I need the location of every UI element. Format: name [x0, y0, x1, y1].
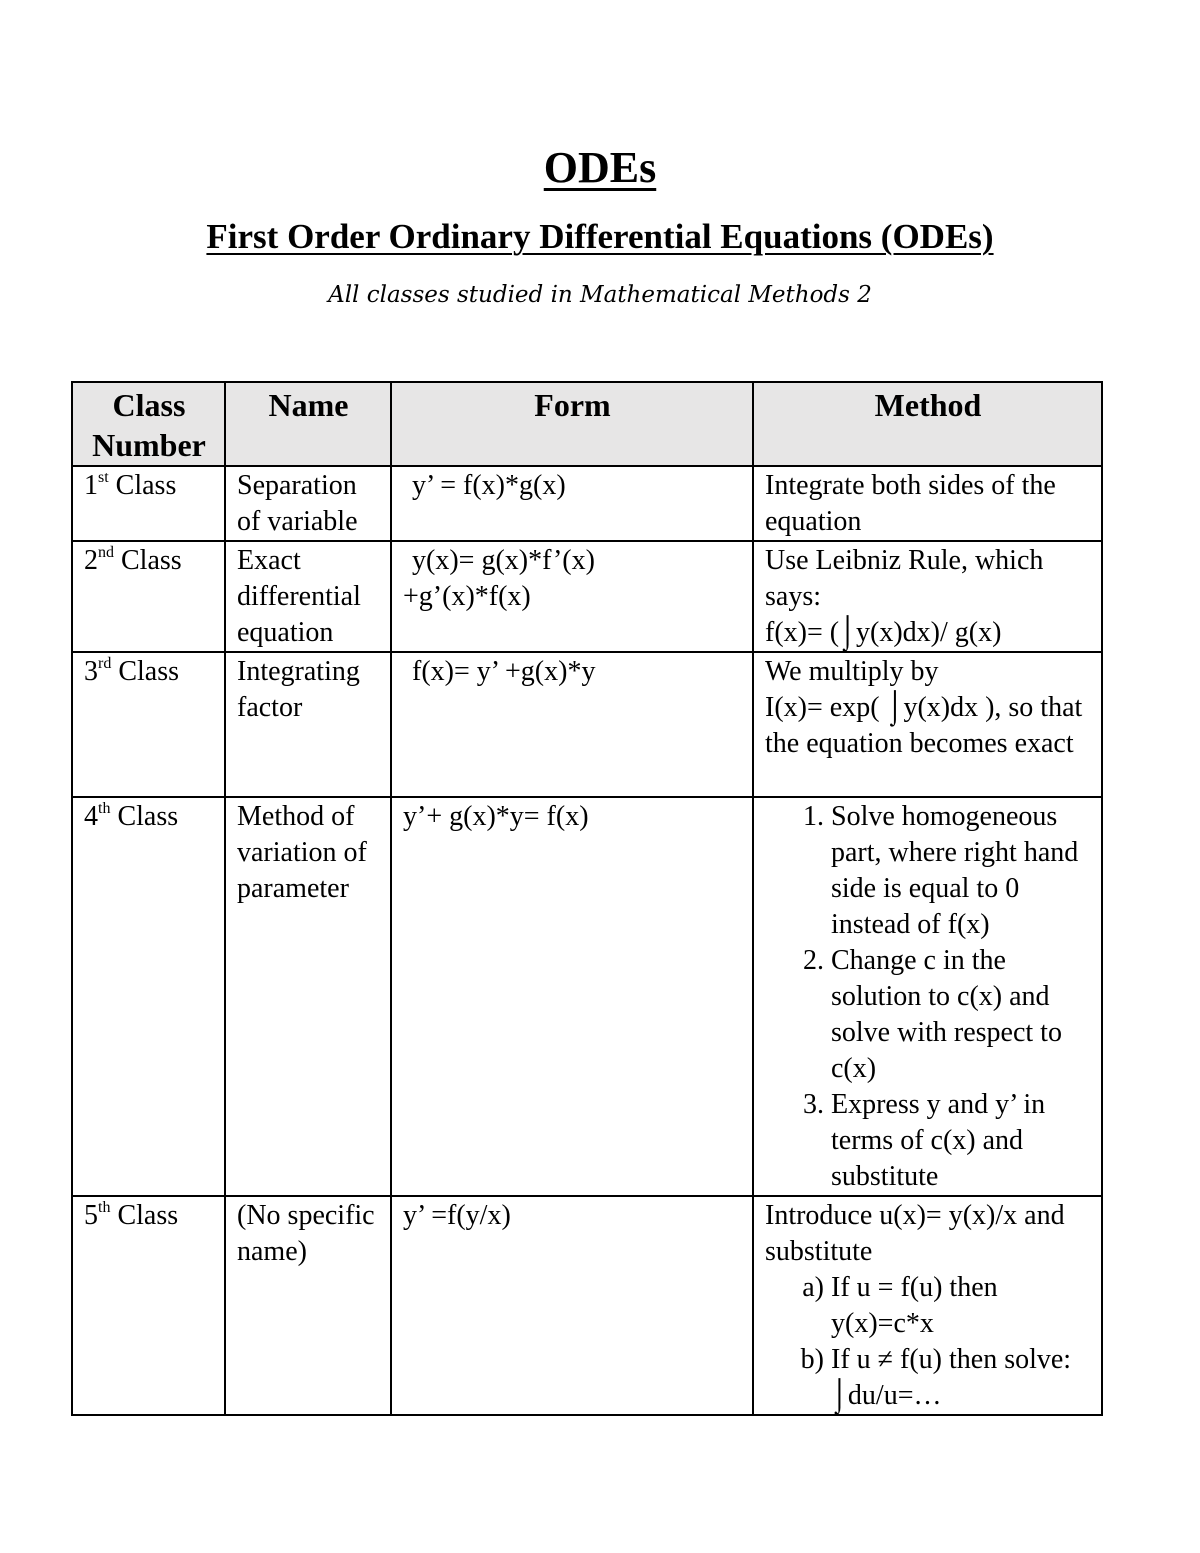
class-ordinal-number: 3 — [84, 656, 98, 687]
column-header-method: Method — [753, 382, 1102, 466]
name-cell: (No specific name) — [225, 1196, 391, 1415]
method-step — [765, 1087, 1091, 1195]
class-label: Class — [115, 470, 177, 501]
method-line: Use Leibniz Rule, which says: — [765, 545, 1044, 612]
method-cell — [753, 797, 1102, 1196]
class-ordinal-number: 2 — [84, 545, 98, 576]
method-text: f(x)= ( — [765, 617, 840, 648]
table-row — [72, 466, 1102, 541]
step-text: Solve homogeneous part, where right hand side is equal to 0 instead of f(x) — [831, 801, 1079, 940]
case-marker: b) — [800, 1344, 824, 1375]
name-cell: Separation of variable — [225, 466, 391, 541]
form-cell: y’+ g(x)*y= f(x) — [391, 797, 753, 1196]
class-ordinal-suffix: th — [98, 800, 111, 817]
method-cell — [753, 652, 1102, 797]
class-number-cell — [72, 1196, 225, 1415]
integral-icon: ⌡ — [839, 614, 857, 651]
method-line — [765, 615, 1091, 651]
step-text: Express y and y’ in terms of c(x) and substitute — [831, 1089, 1046, 1192]
method-case — [765, 1342, 1091, 1414]
method-line — [765, 690, 1091, 762]
class-ordinal-suffix: th — [98, 1199, 111, 1216]
name-cell: Exact differential equation — [225, 541, 391, 652]
table-row — [72, 541, 1102, 652]
form-line: y(x)= g(x)*f’(x) — [412, 545, 595, 576]
method-step — [765, 943, 1091, 1087]
class-number-cell — [72, 797, 225, 1196]
case-text-part: If u ≠ f(u) then solve: — [831, 1344, 1072, 1375]
method-step — [765, 799, 1091, 943]
class-label: Class — [118, 656, 180, 687]
table-row — [72, 797, 1102, 1196]
column-header-class-number: Class Number — [72, 382, 225, 466]
case-marker: a) — [802, 1272, 824, 1303]
column-header-form: Form — [391, 382, 753, 466]
class-label: Class — [121, 545, 182, 576]
column-header-name: Name — [225, 382, 391, 466]
page-subtitle: First Order Ordinary Differential Equations (ODEs) — [206, 217, 994, 256]
page-title: ODEs — [543, 143, 657, 192]
method-intro: Introduce u(x)= y(x)/x and substitute — [765, 1200, 1065, 1267]
class-number-cell — [72, 541, 225, 652]
class-ordinal-suffix: rd — [98, 655, 112, 672]
case-text — [831, 1342, 1091, 1414]
class-number-cell — [72, 466, 225, 541]
method-cell — [753, 541, 1102, 652]
class-label: Class — [117, 1200, 179, 1231]
step-marker: 2. — [803, 945, 824, 976]
method-cell: Integrate both sides of the equation — [753, 466, 1102, 541]
case-text-part: du/u=… — [847, 1380, 942, 1411]
method-text: I(x)= exp( — [765, 692, 880, 723]
page-note: All classes studied in Mathematical Methods 2 — [328, 282, 872, 308]
method-text: y(x)dx ), so that the equation becomes exact — [765, 692, 1083, 759]
method-cell — [753, 1196, 1102, 1415]
table-row — [72, 1196, 1102, 1415]
form-cell — [391, 652, 753, 797]
method-line: We multiply by — [765, 656, 939, 687]
form-cell: y’ =f(y/x) — [391, 1196, 753, 1415]
integral-icon: ⌡ — [831, 1377, 848, 1414]
step-marker: 1. — [803, 801, 824, 832]
method-case — [765, 1270, 1091, 1342]
form-cell — [391, 466, 753, 541]
form-line: +g’(x)*f(x) — [403, 581, 531, 612]
case-text: If u = f(u) then y(x)=c*x — [831, 1272, 998, 1339]
table-header-row — [72, 382, 1102, 466]
class-ordinal-suffix: st — [98, 469, 109, 486]
odes-table — [71, 381, 1103, 1416]
class-ordinal-suffix: nd — [98, 544, 114, 561]
integral-icon: ⌡ — [886, 689, 904, 726]
form-text: y’ = f(x)*g(x) — [412, 470, 566, 501]
form-text: f(x)= y’ +g(x)*y — [412, 656, 596, 687]
class-number-cell — [72, 652, 225, 797]
method-text: y(x)dx)/ g(x) — [856, 617, 1002, 648]
class-label: Class — [117, 801, 179, 832]
form-cell — [391, 541, 753, 652]
step-marker: 3. — [803, 1089, 824, 1120]
table-row — [72, 652, 1102, 797]
class-ordinal-number: 5 — [84, 1200, 98, 1231]
name-cell: Method of variation of parameter — [225, 797, 391, 1196]
class-ordinal-number: 4 — [84, 801, 98, 832]
class-ordinal-number: 1 — [84, 470, 98, 501]
step-text: Change c in the solution to c(x) and solve with respect to c(x) — [831, 945, 1062, 1084]
name-cell: Integrating factor — [225, 652, 391, 797]
